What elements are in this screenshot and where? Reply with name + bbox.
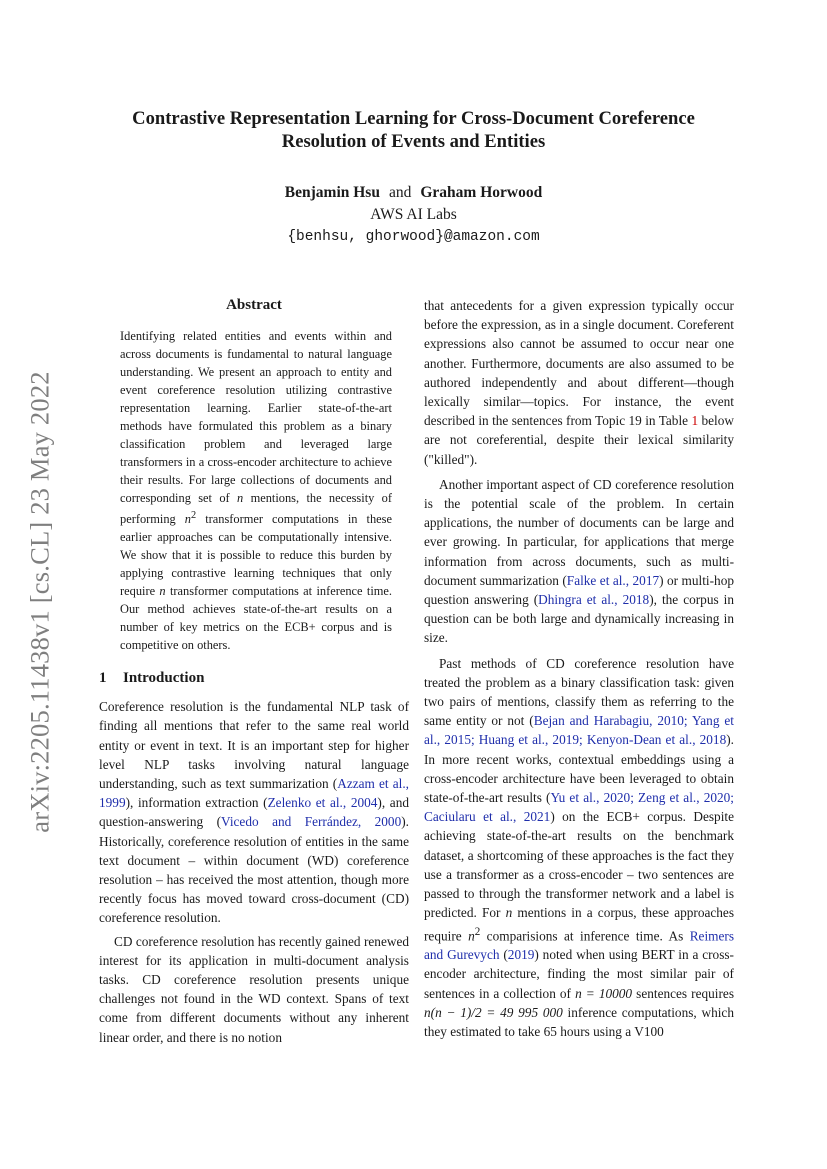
paragraph-text: inference computations, which they estimated to take 65 hours using a V100	[424, 1004, 734, 1039]
math-n: n	[237, 491, 244, 505]
right-column	[424, 296, 734, 1047]
abstract-text: transformer computations at inference time. Our method achieves state-of-the-art results on a number of key metrics on the ECB+ corpus and is competitive on others.	[120, 584, 392, 653]
citation-link[interactable]: 2019	[507, 947, 535, 963]
abstract-body	[120, 327, 392, 654]
author-conjunction: and	[388, 184, 412, 201]
table-reference-link[interactable]: 1	[691, 413, 699, 429]
left-column	[99, 296, 409, 1051]
citation-link[interactable]: Vicedo and Ferrández, 2000	[221, 814, 402, 830]
section-number: 1	[99, 670, 107, 687]
citation-link[interactable]: Dhingra et al., 2018	[538, 592, 650, 608]
section-title: Introduction	[123, 670, 205, 687]
paragraph-text: mentions in a corpus, these approaches require	[424, 905, 734, 943]
paragraph-text: that antecedents for a given expression typically occur before the expression, as in a single document. Coreferent expressions also cannot be assumed to occur near one another. Furthermore, documents are also assumed to be authored independently and about different—though lexically similar—topics. For instance, the event described in the sentences from Topic 19 in Table	[424, 298, 734, 429]
paragraph-text: ) on the ECB+ corpus. Despite achieving state-of-the-art results on the benchmark dataset, a shortcoming of these approaches is the fact they use a transformer as a cross-encoder – two sentences are passed to through the transformer network and a label is predicted. For	[424, 809, 734, 921]
paragraph	[424, 475, 734, 648]
author-email: {benhsu, ghorwood}@amazon.com	[287, 229, 540, 245]
math-expression: n = 10000	[575, 985, 633, 1001]
paragraph: CD coreference resolution has recently gained renewed interest for its application in multi-document analysis tasks. CD coreference resolution presents unique challenges not found in the WD context. Spans of text come from different documents without any inherent linear order, and there is no notion	[99, 933, 409, 1045]
author-block	[0, 182, 827, 248]
math-superscript: 2	[190, 510, 197, 521]
paragraph	[99, 697, 409, 927]
paragraph-text: ), information extraction (	[125, 795, 268, 811]
paragraph-text: sentences requires	[632, 985, 734, 1001]
paragraph-text: (	[499, 947, 508, 963]
author-name: Benjamin Hsu	[284, 184, 380, 201]
paragraph-text: Another important aspect of CD coreference resolution is the potential scale of the problem. In certain applications, the number of documents can be large and ever growing. In particular, for applications that merge information from across documents, such as multi-document summarization (	[424, 476, 734, 588]
arxiv-identifier	[14, 352, 66, 852]
affiliation: AWS AI Labs	[370, 206, 457, 223]
citation-link[interactable]: Bejan and Harabagiu, 2010; Yang et al., 2015; Huang et al., 2019; Kenyon-Dean et al., 2018	[424, 713, 734, 748]
paragraph-text: Past methods of CD coreference resolution have treated the problem as a binary classification task: given two pairs of mentions, classify them as referring to the same entity or not (	[424, 655, 734, 729]
paragraph-text: ), and question-answering (	[99, 795, 409, 830]
paper-title	[90, 107, 737, 153]
title-line-2: Resolution of Events and Entities	[281, 131, 546, 152]
arxiv-id-text: arXiv:2205.11438v1 [cs.CL] 23 May 2022	[24, 371, 55, 833]
section-heading	[99, 669, 409, 687]
title-line-1: Contrastive Representation Learning for Cross-Document Coreference	[132, 108, 695, 129]
math-expression: n(n − 1)/2 = 49 995 000	[424, 1004, 563, 1020]
paragraph-text: ) noted when using BERT in a cross-encoder architecture, finding the most similar pair of sentences in a collection of	[424, 947, 734, 1001]
abstract-heading: Abstract	[226, 297, 282, 313]
paragraph-text: comparisions at inference time. As	[480, 927, 690, 943]
abstract-text: transformer computations in these earlier approaches can be computationally intensive. We show that it is possible to reduce this burden by applying contrastive learning techniques that only require	[120, 512, 392, 599]
paragraph-text: Coreference resolution is the fundamental NLP task of finding all mentions that refer to the same real world entity or event in text. It is an important step for higher level NLP tasks involving natural language understanding, such as text summarization (	[99, 699, 409, 791]
math-superscript: 2	[474, 925, 481, 938]
math-n: n	[505, 905, 513, 921]
paragraph-text: ), the corpus in question can be both large and dynamically increasing in size.	[424, 592, 734, 646]
citation-link[interactable]: Zelenko et al., 2004	[267, 795, 378, 811]
paragraph-text: ) or multi-hop question answering (	[424, 572, 734, 608]
citation-link[interactable]: Azzam et al., 1999	[99, 775, 409, 811]
citation-link[interactable]: Yu et al., 2020; Zeng et al., 2020; Caciularu et al., 2021	[424, 790, 735, 825]
paragraph-text: ). Historically, coreference resolution of entities in the same text document – within document (WD) coreference resolution – has received the most attention, though more recently focus has moved toward cross-document (CD) coreference resolution.	[99, 814, 409, 926]
math-n: n	[184, 512, 191, 527]
citation-link[interactable]: Falke et al., 2017	[566, 572, 660, 588]
abstract-text: mentions, the necessity of performing	[120, 491, 393, 527]
paragraph-text: ). In more recent works, contextual embeddings using a cross-encoder architecture have been leveraged to obtain state-of-the-art results (	[424, 732, 734, 806]
math-n: n	[159, 584, 166, 599]
author-name: Graham Horwood	[420, 184, 543, 201]
math-n: n	[468, 927, 475, 943]
paragraph	[424, 654, 734, 1041]
paragraph	[424, 296, 734, 469]
paragraph-text: below are not coreferential, despite their lexical similarity ("killed").	[424, 413, 734, 467]
citation-link[interactable]: Reimers and Gurevych	[424, 927, 734, 963]
abstract-text: Identifying related entities and events within and across documents is fundamental to natural language understanding. We present an approach to entity and event coreference resolution utilizing contrastive representation learning. Earlier state-of-the-art methods have formulated this problem as a binary classification problem and leveraged large transformers in a cross-encoder architecture to achieve their results. For large collections of documents and corresponding set of	[120, 329, 392, 505]
